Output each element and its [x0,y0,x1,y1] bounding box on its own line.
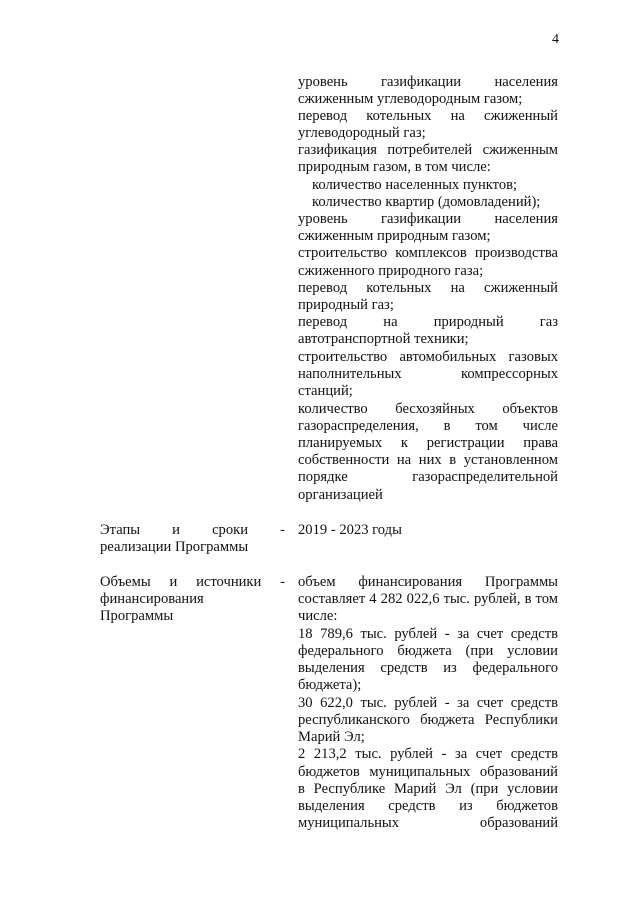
indicator-line: сжиженным природным газом; [298,228,491,244]
funding-line: федерального бюджета (при условии [298,643,558,659]
page-number: 4 [552,32,559,47]
indicator-line: порядке газораспределительной [298,469,558,485]
funding-line: числе: [298,608,338,624]
indicator-line: строительство комплексов производства [298,245,558,261]
funding-line: бюджета); [298,677,362,693]
stages-label-line: реализации Программы [100,539,249,555]
indicator-line: собственности на них в установленном [298,452,558,468]
funding-label-line: финансирования [100,591,204,607]
indicator-line: природным газом, в том числе: [298,159,491,175]
funding-line: выделения средств из федерального [298,660,558,676]
indicator-line: перевод котельных на сжиженный [298,280,558,296]
indicator-line: перевод котельных на сжиженный [298,108,558,124]
funding-line: выделения средств из бюджетов [298,798,558,814]
indicator-line: наполнительных компрессорных [298,366,558,382]
funding-line: объем финансирования Программы [298,574,558,590]
indicator-line: строительство автомобильных газовых [298,349,558,365]
indicator-line: организацией [298,487,383,503]
funding-line: республиканского бюджета Республики [298,712,558,728]
indicator-line: планируемых к регистрации права [298,435,558,451]
stages-label-line: Этапы и сроки - [100,522,285,538]
indicator-line: уровень газификации населения [298,211,558,227]
indicator-line: автотранспортной техники; [298,331,469,347]
indicator-line: газораспределения, в том числе [298,418,558,434]
funding-line: в Республике Марий Эл (при условии [298,781,558,797]
indicator-line: природный газ; [298,297,394,313]
funding-line: муниципальных образований [298,815,558,831]
indicator-line: перевод на природный газ [298,314,558,330]
indicator-line: уровень газификации населения [298,74,558,90]
stages-value: 2019 - 2023 годы [298,522,402,538]
funding-label-line: Программы [100,608,174,624]
indicator-line: сжиженным углеводородным газом; [298,91,523,107]
funding-line: 2 213,2 тыс. рублей - за счет средств [298,746,558,762]
indicator-line: количество населенных пунктов; [312,177,518,193]
indicator-line: станций; [298,383,353,399]
funding-line: Марий Эл; [298,729,365,745]
indicator-line: количество квартир (домовладений); [312,194,541,210]
funding-label-line: Объемы и источники - [100,574,285,590]
indicator-line: газификация потребителей сжиженным [298,142,558,158]
funding-line: 18 789,6 тыс. рублей - за счет средств [298,626,558,642]
indicator-line: углеводородный газ; [298,125,426,141]
funding-line: 30 622,0 тыс. рублей - за счет средств [298,695,558,711]
indicator-line: количество бесхозяйных объектов [298,401,558,417]
funding-line: бюджетов муниципальных образований [298,764,558,780]
funding-line: составляет 4 282 022,6 тыс. рублей, в том [298,591,558,607]
indicator-line: сжиженного природного газа; [298,263,484,279]
